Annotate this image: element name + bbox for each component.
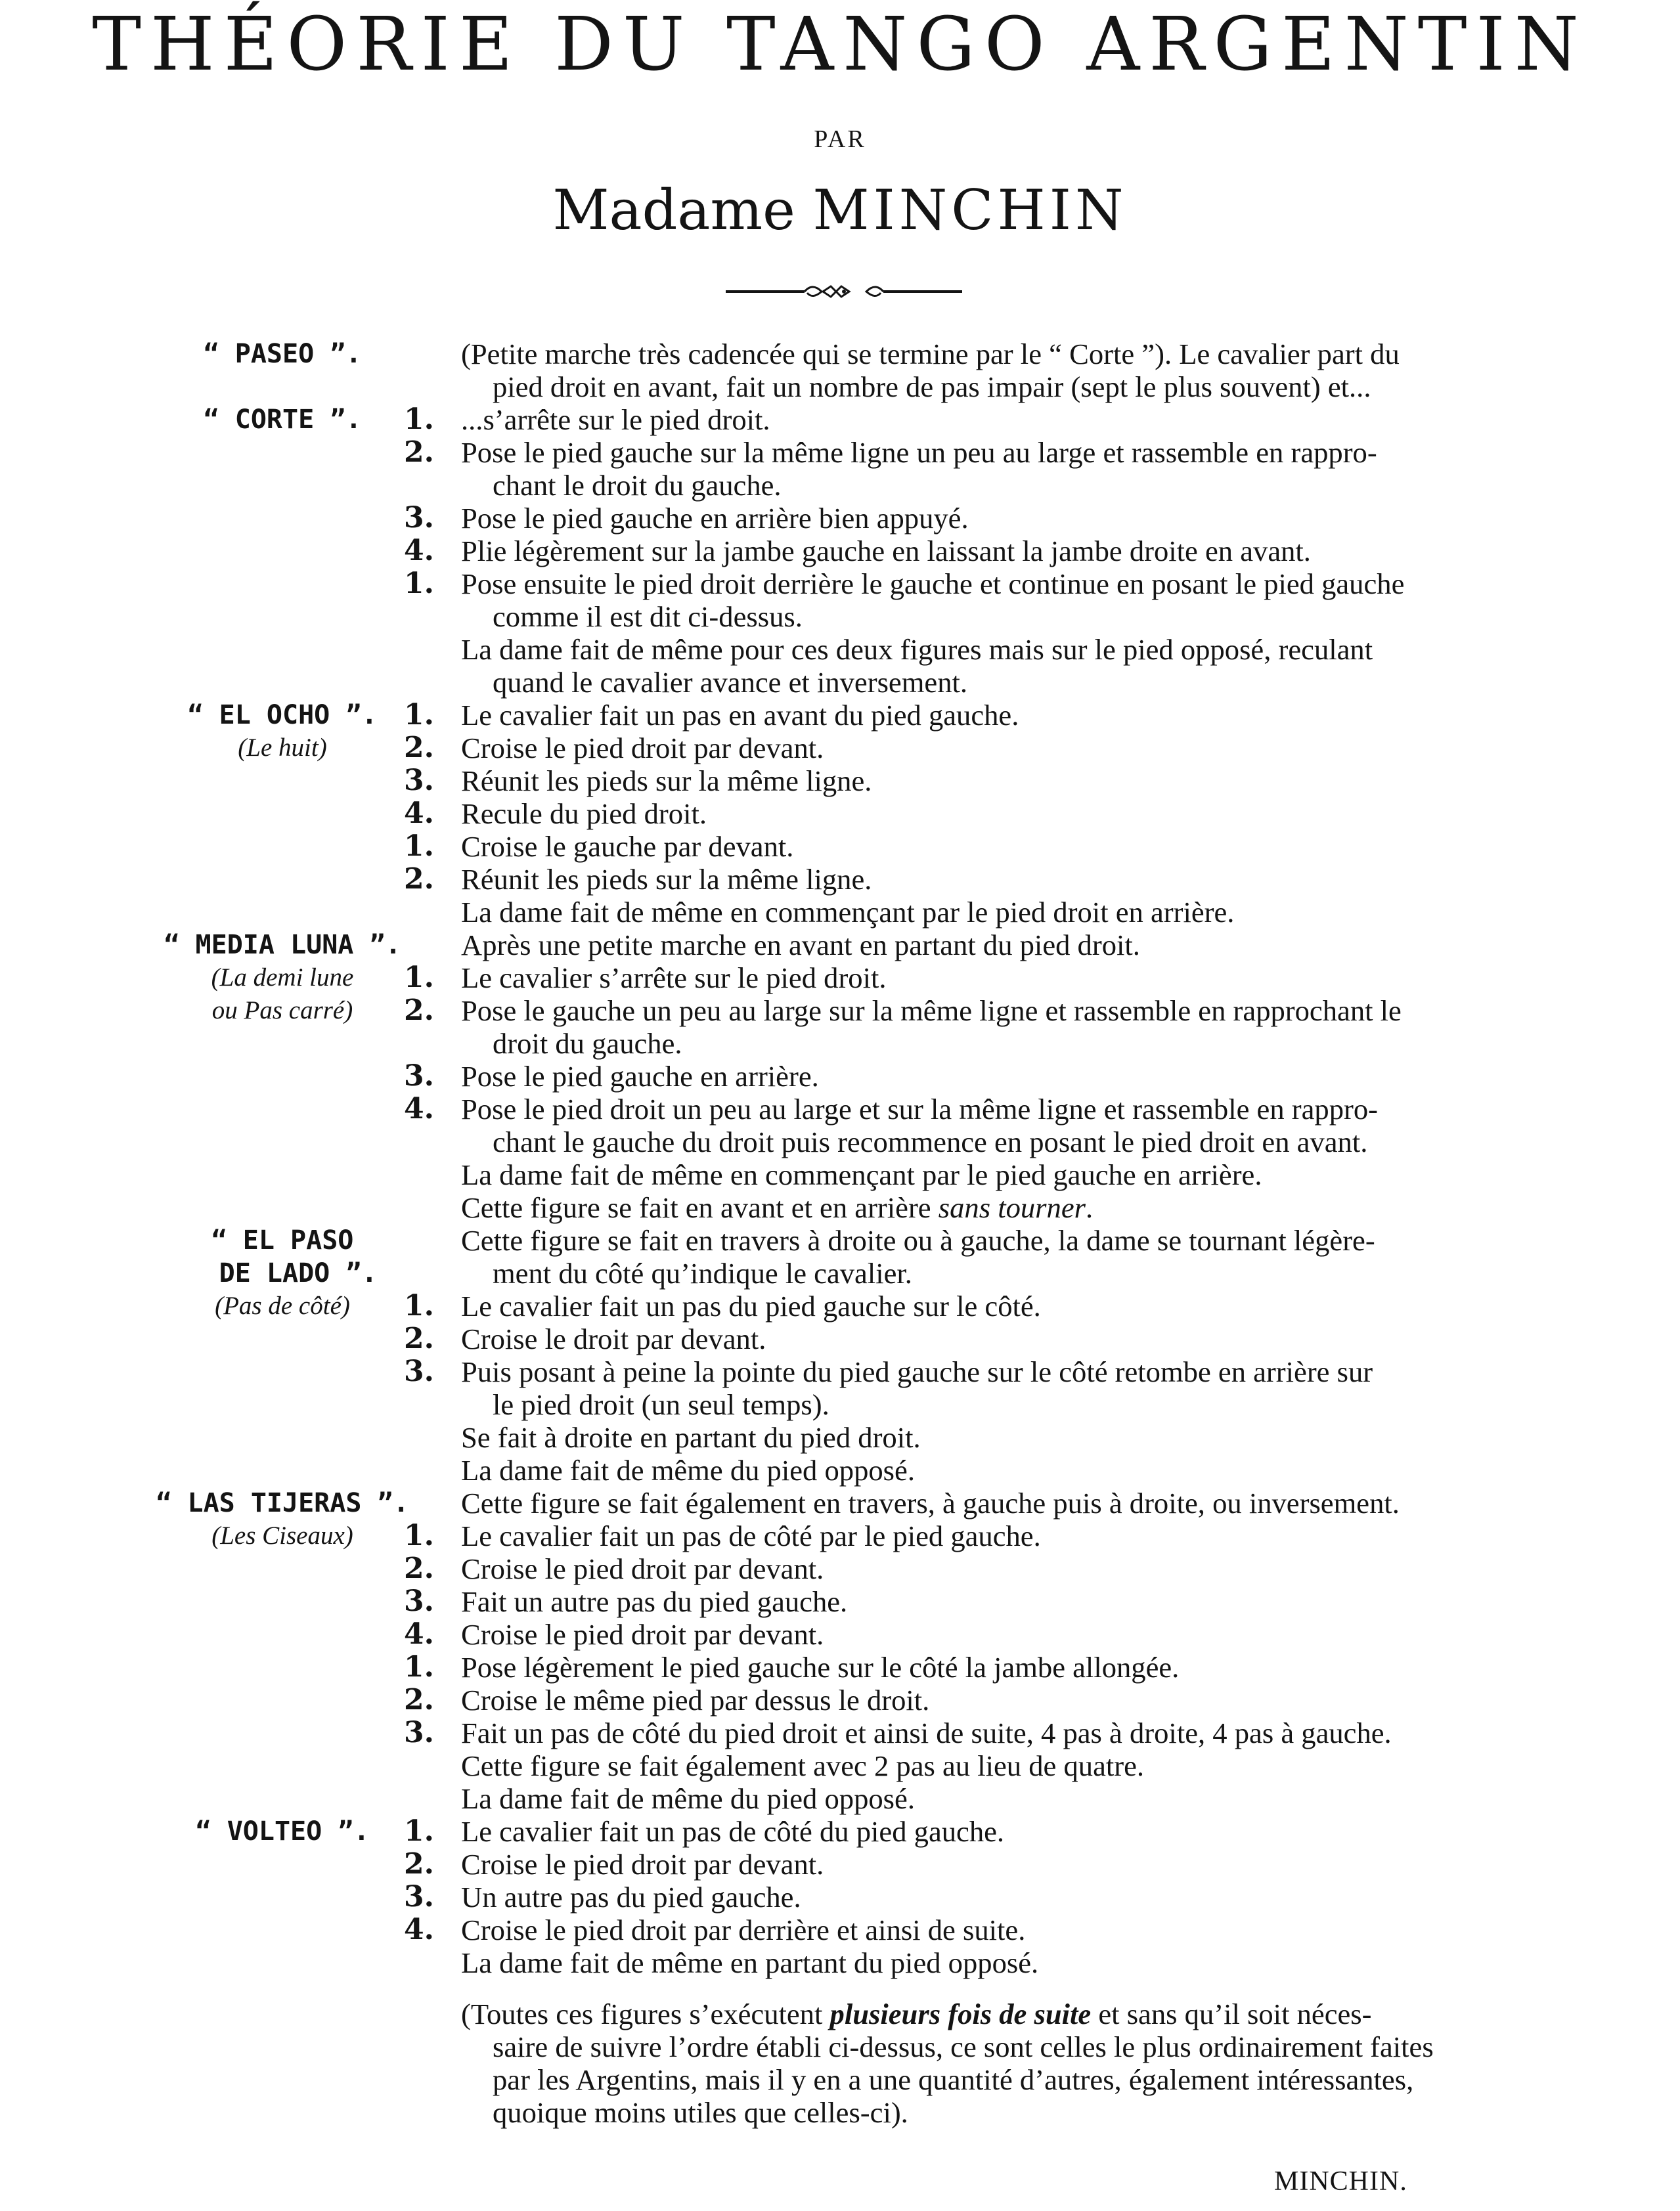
- step-continuation: [404, 1126, 1534, 1158]
- step-line: [404, 1651, 1534, 1684]
- step-number: 2.: [404, 731, 434, 764]
- step-text: Pose le pied gauche en arrière.: [461, 1060, 819, 1093]
- step-number: 2.: [404, 1552, 434, 1585]
- step-text-cont: comme il est dit ci-dessus.: [493, 600, 803, 633]
- section-label: [131, 1224, 433, 1323]
- step-text-cont: quand le cavalier avance et inversement.: [493, 666, 968, 699]
- section-steps: [404, 1487, 1534, 1815]
- document-title: THÉORIE DU TANGO ARGENTIN: [92, 2, 1588, 87]
- section-subtitle: (La demi lune ou Pas carré): [211, 963, 354, 1024]
- section-steps: [404, 403, 1534, 699]
- step-number: 3.: [404, 1716, 434, 1749]
- step-text: Pose légèrement le pied gauche sur le côté la jambe allongée.: [461, 1651, 1180, 1684]
- step-text: Puis posant à peine la pointe du pied gauche sur le côté retombe en arrière sur: [461, 1355, 1373, 1388]
- step-text: (Petite marche très cadencée qui se termine par le “ Corte ”). Le cavalier part du: [461, 338, 1400, 370]
- section-name: “ PASEO ”.: [203, 339, 362, 369]
- author-first: Madame: [552, 178, 795, 242]
- step-text: Croise le droit par devant.: [461, 1323, 766, 1355]
- step-text: Après une petite marche en avant en partant du pied droit.: [461, 929, 1140, 961]
- step-text: Un autre pas du pied gauche.: [461, 1881, 801, 1914]
- step-text-after: .: [1085, 1191, 1094, 1224]
- note-line: [404, 1998, 1534, 2030]
- note-text: (Toutes ces figures s’exécutent: [461, 1998, 823, 2030]
- step-line: [404, 1749, 1534, 1782]
- figure-section: [0, 929, 1680, 1224]
- step-text: Pose le pied gauche sur la même ligne un peu au large et rassemble en rappro-: [461, 436, 1377, 469]
- step-continuation: [404, 469, 1534, 502]
- step-text: Croise le même pied par dessus le droit.: [461, 1684, 930, 1717]
- step-number: 2.: [404, 1847, 434, 1881]
- step-number: 2.: [404, 1683, 434, 1717]
- step-text-cont: pied droit en avant, fait un nombre de pas impair (sept le plus souvent) et...: [493, 370, 1371, 403]
- section-name: “ MEDIA LUNA ”.: [164, 930, 401, 960]
- step-text: ...s’arrête sur le pied droit.: [461, 403, 770, 436]
- step-line: [404, 1520, 1534, 1552]
- step-text: Le cavalier fait un pas de côté du pied gauche.: [461, 1815, 1005, 1848]
- step-text: Cette figure se fait également avec 2 pas au lieu de quatre.: [461, 1749, 1145, 1782]
- par-label: PAR: [814, 125, 866, 153]
- section-steps: [404, 699, 1534, 929]
- step-number: 3.: [404, 501, 434, 535]
- step-text: Se fait à droite en partant du pied droit.: [461, 1421, 921, 1454]
- section-label: [131, 403, 433, 436]
- step-line: [404, 1914, 1534, 1946]
- step-number: 1.: [404, 698, 434, 732]
- step-line: [404, 338, 1534, 370]
- section-name: “ CORTE ”.: [203, 405, 362, 435]
- step-text: Le cavalier fait un pas en avant du pied gauche.: [461, 699, 1019, 732]
- step-line: [404, 1881, 1534, 1914]
- step-text: Croise le pied droit par devant.: [461, 732, 824, 764]
- note-line: quoique moins utiles que celles-ci).: [493, 2096, 908, 2129]
- step-line: [404, 1060, 1534, 1093]
- figure-section: [0, 1224, 1680, 1487]
- step-number: 3.: [404, 1355, 434, 1388]
- step-text: Croise le gauche par devant.: [461, 830, 794, 863]
- step-number: 1.: [404, 829, 434, 863]
- step-line: [404, 994, 1534, 1027]
- step-text: La dame fait de même en commençant par le pied droit en arrière.: [461, 896, 1235, 929]
- step-line: [404, 732, 1534, 764]
- step-text: Le cavalier s’arrête sur le pied droit.: [461, 961, 887, 994]
- step-text: Croise le pied droit par devant.: [461, 1618, 824, 1651]
- step-number: 1.: [404, 567, 434, 600]
- author-last: MINCHIN: [812, 178, 1128, 242]
- step-text: Le cavalier fait un pas de côté par le pied gauche.: [461, 1520, 1041, 1552]
- step-number: 3.: [404, 1880, 434, 1914]
- step-number: 4.: [404, 1092, 434, 1126]
- step-line: [404, 797, 1534, 830]
- step-text: La dame fait de même pour ces deux figures mais sur le pied opposé, reculant: [461, 633, 1373, 666]
- step-continuation: [404, 1027, 1534, 1060]
- ornament-divider-icon: [726, 278, 962, 305]
- step-line: [404, 1290, 1534, 1323]
- step-number: 1.: [404, 1650, 434, 1684]
- step-line: [404, 1782, 1534, 1815]
- note-emphasis: plusieurs fois de suite: [829, 1998, 1092, 2030]
- step-continuation: [404, 600, 1534, 633]
- section-label: [131, 1815, 433, 1848]
- step-line: [404, 403, 1534, 436]
- step-line: [404, 929, 1534, 961]
- step-line: [404, 1585, 1534, 1618]
- step-line: [404, 1618, 1534, 1651]
- note-text: et sans qu’il soit néces-: [1098, 1998, 1372, 2030]
- step-number: 2.: [404, 994, 434, 1027]
- step-number: 4.: [404, 1913, 434, 1946]
- step-text: Pose le pied gauche en arrière bien appuyé.: [461, 502, 969, 535]
- step-number: 3.: [404, 764, 434, 797]
- step-line: [404, 1355, 1534, 1388]
- step-line: [404, 1421, 1534, 1454]
- step-continuation: [404, 1257, 1534, 1290]
- section-steps: [404, 929, 1534, 1224]
- step-line: [404, 1946, 1534, 1979]
- step-text: La dame fait de même du pied opposé.: [461, 1454, 915, 1487]
- step-line: [404, 436, 1534, 469]
- step-number: 3.: [404, 1059, 434, 1093]
- step-text: Le cavalier fait un pas du pied gauche sur le côté.: [461, 1290, 1041, 1323]
- step-number: 2.: [404, 435, 434, 469]
- step-continuation: [404, 370, 1534, 403]
- step-line: [404, 1684, 1534, 1717]
- step-number: 1.: [404, 403, 434, 436]
- section-label: [131, 338, 433, 370]
- step-line: [404, 1158, 1534, 1191]
- section-name: “ VOLTEO ”.: [195, 1816, 370, 1847]
- step-text: La dame fait de même du pied opposé.: [461, 1782, 915, 1815]
- closing-note: [404, 1998, 1534, 2129]
- step-text: Cette figure se fait en avant et en arrière: [461, 1191, 931, 1224]
- step-number: 1.: [404, 961, 434, 994]
- step-text: Fait un autre pas du pied gauche.: [461, 1585, 848, 1618]
- section-subtitle: (Le huit): [238, 733, 327, 762]
- signature: MINCHIN.: [1274, 2166, 1407, 2197]
- step-text: Cette figure se fait en travers à droite ou à gauche, la dame se tournant légère-: [461, 1224, 1375, 1257]
- step-line: [404, 1323, 1534, 1355]
- step-line: [404, 699, 1534, 732]
- step-number: 2.: [404, 862, 434, 896]
- step-emphasis: sans tourner: [938, 1191, 1086, 1224]
- step-line: [404, 896, 1534, 929]
- note-line: saire de suivre l’ordre établi ci-dessus, ce sont celles le plus ordinairement faites: [493, 2030, 1434, 2063]
- step-text: Cette figure se fait également en travers, à gauche puis à droite, ou inversement.: [461, 1487, 1400, 1520]
- step-line: [404, 633, 1534, 666]
- step-text: Croise le pied droit par devant.: [461, 1848, 824, 1881]
- step-text-cont: chant le gauche du droit puis recommence en posant le pied droit en avant.: [493, 1126, 1368, 1158]
- step-text: La dame fait de même en partant du pied opposé.: [461, 1946, 1039, 1979]
- step-line: [404, 1224, 1534, 1257]
- step-line: [404, 1487, 1534, 1520]
- step-number: 1.: [404, 1519, 434, 1552]
- author-name: [0, 178, 1680, 242]
- step-line: [404, 1093, 1534, 1126]
- step-number: 1.: [404, 1289, 434, 1323]
- step-line: [404, 535, 1534, 567]
- step-line: [404, 830, 1534, 863]
- section-subtitle: (Pas de côté): [215, 1292, 350, 1320]
- figure-section: [0, 699, 1680, 929]
- step-text-cont: le pied droit (un seul temps).: [493, 1388, 829, 1421]
- step-line: [404, 1454, 1534, 1487]
- step-continuation: [404, 666, 1534, 699]
- step-text: Pose ensuite le pied droit derrière le gauche et continue en posant le pied gauche: [461, 567, 1405, 600]
- step-line: [404, 961, 1534, 994]
- step-line: [404, 567, 1534, 600]
- section-label: [131, 929, 433, 1027]
- step-text: Croise le pied droit par devant.: [461, 1552, 824, 1585]
- step-line: [404, 1552, 1534, 1585]
- section-steps: [404, 1815, 1534, 1979]
- step-line: [404, 1191, 1534, 1224]
- section-steps: [404, 1224, 1534, 1487]
- section-label: [131, 1487, 433, 1552]
- step-text: Recule du pied droit.: [461, 797, 707, 830]
- section-name: “ EL PASO DE LADO ”.: [211, 1225, 378, 1288]
- step-number: 3.: [404, 1585, 434, 1618]
- step-text: Réunit les pieds sur la même ligne.: [461, 764, 872, 797]
- step-line: [404, 1717, 1534, 1749]
- step-text: Pose le pied droit un peu au large et sur la même ligne et rassemble en rappro-: [461, 1093, 1378, 1126]
- figure-section: [0, 1487, 1680, 1815]
- step-line: [404, 1848, 1534, 1881]
- step-line: [404, 502, 1534, 535]
- figure-section: [0, 1815, 1680, 1979]
- step-text-cont: droit du gauche.: [493, 1027, 682, 1060]
- step-number: 2.: [404, 1322, 434, 1355]
- step-text: La dame fait de même en commençant par le pied gauche en arrière.: [461, 1158, 1262, 1191]
- step-text: Fait un pas de côté du pied droit et ainsi de suite, 4 pas à droite, 4 pas à gauche.: [461, 1717, 1392, 1749]
- figure-section: [0, 338, 1680, 403]
- step-continuation: [404, 1388, 1534, 1421]
- step-text: Plie légèrement sur la jambe gauche en laissant la jambe droite en avant.: [461, 535, 1311, 567]
- step-text-cont: chant le droit du gauche.: [493, 469, 782, 502]
- note-line: par les Argentins, mais il y en a une quantité d’autres, également intéressantes,: [493, 2063, 1414, 2096]
- section-label: [131, 699, 433, 764]
- step-text: Croise le pied droit par derrière et ainsi de suite.: [461, 1914, 1026, 1946]
- step-line: [404, 1815, 1534, 1848]
- figure-section: [0, 403, 1680, 699]
- step-number: 4.: [404, 797, 434, 830]
- step-number: 4.: [404, 534, 434, 567]
- section-subtitle: (Les Ciseaux): [211, 1521, 353, 1550]
- step-line: [404, 863, 1534, 896]
- step-text: Réunit les pieds sur la même ligne.: [461, 863, 872, 896]
- document-body: [0, 338, 1680, 2129]
- section-name: “ LAS TIJERAS ”.: [156, 1488, 409, 1518]
- step-number: 1.: [404, 1814, 434, 1848]
- section-name: “ EL OCHO ”.: [187, 700, 378, 730]
- step-line: [404, 764, 1534, 797]
- step-number: 4.: [404, 1617, 434, 1651]
- step-text: Pose le gauche un peu au large sur la même ligne et rassemble en rapprochant le: [461, 994, 1402, 1027]
- section-steps: [404, 338, 1534, 403]
- step-text-cont: ment du côté qu’indique le cavalier.: [493, 1257, 912, 1290]
